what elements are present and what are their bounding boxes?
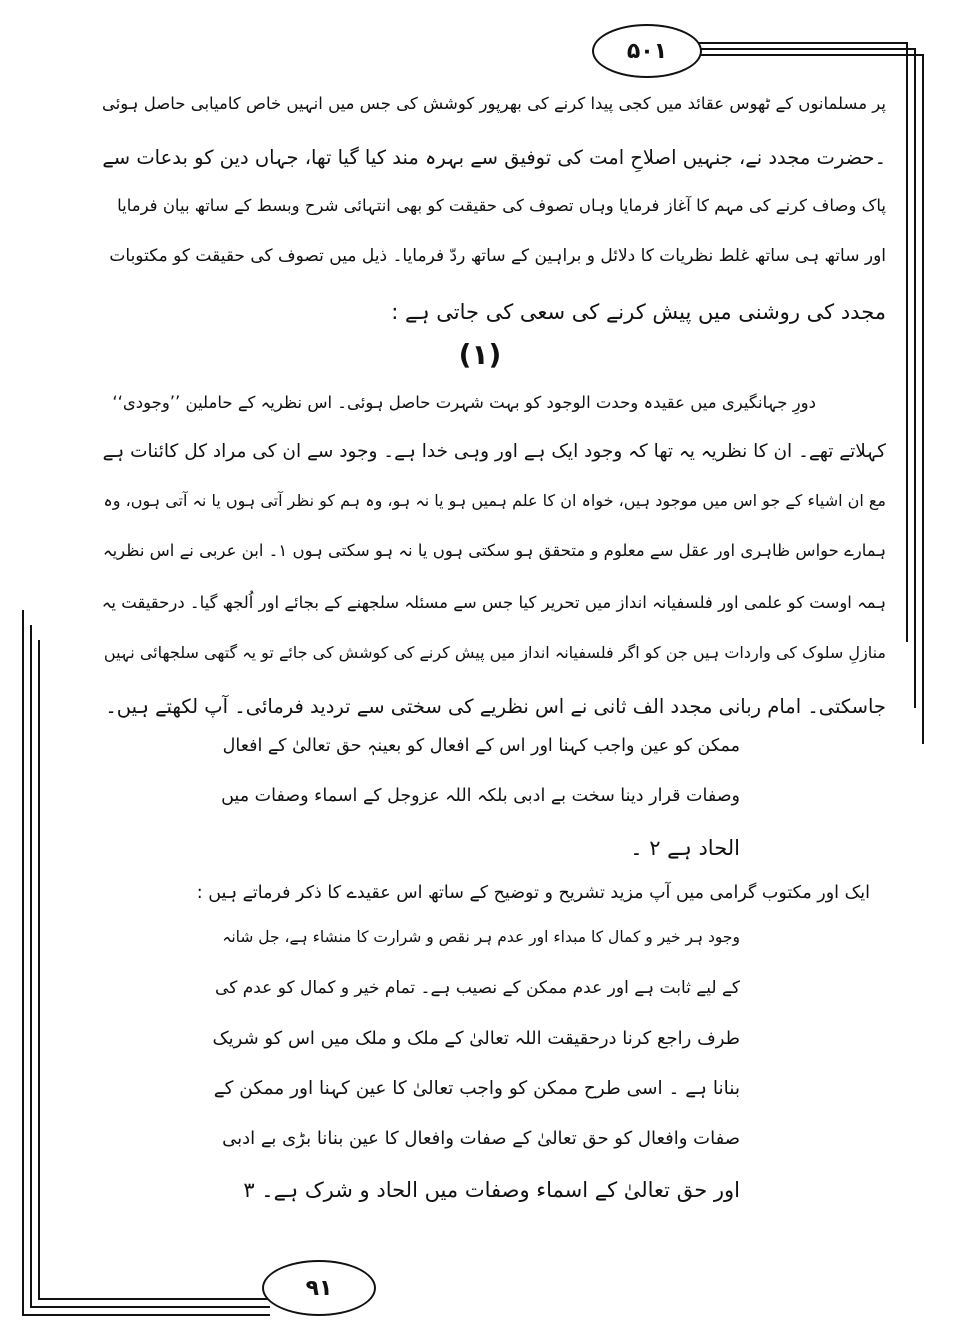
frame-line-top-1 bbox=[690, 42, 908, 44]
paragraph-1-line: پر مسلمانوں کے ٹھوس عقائد میں کجی پیدا کرنے کی بھرپور کوشش کی جس میں انہیں خاص کامیابی حاصل ہوئی bbox=[101, 94, 886, 113]
quote-2-line: طرف راجع کرنا درحقیقت اللہ تعالیٰ کے ملک و ملک میں اس کو شریک bbox=[212, 1028, 740, 1049]
footer-page-number-oval bbox=[262, 1260, 376, 1316]
footer-page-number: ۹۱ bbox=[305, 1275, 333, 1301]
section-heading: (۱) bbox=[458, 338, 502, 371]
paragraph-2-line: جاسکتی۔ امام ربانی مجدد الف ثانی نے اس نظریے کی سختی سے تردید فرمائی۔ آپ لکھتے ہیں۔ bbox=[105, 695, 886, 718]
quote-1-line: الحاد ہے ۲ ۔ bbox=[630, 836, 740, 860]
frame-line-bottom-2 bbox=[30, 1306, 270, 1308]
frame-line-top-3 bbox=[690, 54, 924, 56]
paragraph-1-line: ۔حضرت مجدد نے، جنہیں اصلاحِ امت کی توفیق سے بہرہ مند کیا گیا تھا، جہاں دین کو بدعات سے bbox=[102, 146, 886, 169]
paragraph-2-line: ہمہ اوست کو علمی اور فلسفیانہ انداز میں تحریر کیا جس سے مسئلہ سلجھنے کے بجائے اور اُلجھ گیا۔ درحقیقت یہ bbox=[101, 593, 886, 612]
paragraph-1-line: مجدد کی روشنی میں پیش کرنے کی سعی کی جاتی ہے : bbox=[391, 300, 886, 324]
frame-line-right-3 bbox=[922, 54, 924, 744]
paragraph-2-line: کہلاتے تھے۔ ان کا نظریہ یہ تھا کہ وجود ایک ہے اور وہی خدا ہے۔ وجود سے ان کی مراد کل کائنات ہے bbox=[102, 441, 886, 462]
paragraph-3 bbox=[180, 885, 870, 925]
frame-line-left-1 bbox=[38, 640, 40, 1300]
quote-1 bbox=[210, 738, 740, 878]
frame-line-left-3 bbox=[22, 610, 24, 1316]
frame-line-right-2 bbox=[914, 48, 916, 708]
paragraph-3-line: ایک اور مکتوب گرامی میں آپ مزید تشریح و توضیح کے ساتھ اس عقیدے کا ذکر فرماتے ہیں : bbox=[196, 883, 870, 903]
quote-2-line: بنانا ہے ۔ اسی طرح ممکن کو واجب تعالیٰ کا عین کہنا اور ممکن کے bbox=[213, 1078, 740, 1099]
paragraph-2-line: منازلِ سلوک کی واردات ہیں جن کو اگر فلسفیانہ انداز میں پیش کرنے کی کوشش کی جائے تو یہ گتھی سلجھائی نہیں bbox=[103, 643, 886, 662]
quote-2-line: کے لیے ثابت ہے اور عدم ممکن کے نصیب ہے۔ تمام خیر و کمال کو عدم کی bbox=[215, 978, 740, 998]
quote-2-line: اور حق تعالیٰ کے اسماء وصفات میں الحاد و شرک ہے۔ ۳ bbox=[243, 1178, 740, 1202]
frame-line-right-1 bbox=[906, 42, 908, 642]
header-page-number: ۵۰۱ bbox=[626, 38, 668, 64]
frame-line-bottom-1 bbox=[38, 1298, 270, 1300]
paragraph-1 bbox=[96, 96, 886, 346]
quote-2 bbox=[210, 930, 740, 1250]
paragraph-1-line: پاک وصاف کرنے کی مہم کا آغاز فرمایا وہاں تصوف کی حقیقت کو بھی انتہائی شرح وبسط کے ساتھ بیان فرمایا bbox=[117, 196, 886, 215]
header-page-number-oval bbox=[592, 24, 702, 78]
paragraph-1-line: اور ساتھ ہی ساتھ غلط نظریات کا دلائل و براہین کے ساتھ ردّ فرمایا۔ ذیل میں تصوف کی حقیقت کو مکتوبات bbox=[109, 246, 886, 266]
quote-1-line: وصفات قرار دینا سخت بے ادبی بلکہ اللہ عزوجل کے اسماء وصفات میں bbox=[221, 786, 740, 806]
frame-line-bottom-3 bbox=[22, 1314, 270, 1316]
quote-2-line: صفات وافعال کو حق تعالیٰ کے صفات وافعال کا عین بنانا بڑی بے ادبی bbox=[222, 1128, 740, 1149]
quote-1-line: ممکن کو عین واجب کہنا اور اس کے افعال کو بعینہٖ حق تعالیٰ کے افعال bbox=[222, 736, 740, 756]
frame-line-top-2 bbox=[690, 48, 916, 50]
frame-line-left-2 bbox=[30, 625, 32, 1308]
paragraph-2-line: مع ان اشیاء کے جو اس میں موجود ہیں، خواہ ان کا علم ہمیں ہو یا نہ ہو، وہ ہم کو نظر آتی ہوں یا نہ آتی ہوں، وہ bbox=[103, 491, 886, 510]
paragraph-2 bbox=[96, 395, 886, 725]
quote-2-line: وجود ہر خیر و کمال کا مبداء اور عدم ہر نقص و شرارت کا منشاء ہے، جل شانہ bbox=[222, 928, 740, 946]
paragraph-2-line: دورِ جہانگیری میں عقیدہ وحدت الوجود کو بہت شہرت حاصل ہوئی۔ اس نظریہ کے حاملین ’’وجودی‘‘ bbox=[112, 393, 816, 412]
paragraph-2-line: ہمارے حواس ظاہری اور عقل سے معلوم و متحقق ہو سکتی ہوں یا نہ ہو سکتی ہوں ۱۔ ابن عربی نے اس نظریہ bbox=[102, 541, 886, 560]
